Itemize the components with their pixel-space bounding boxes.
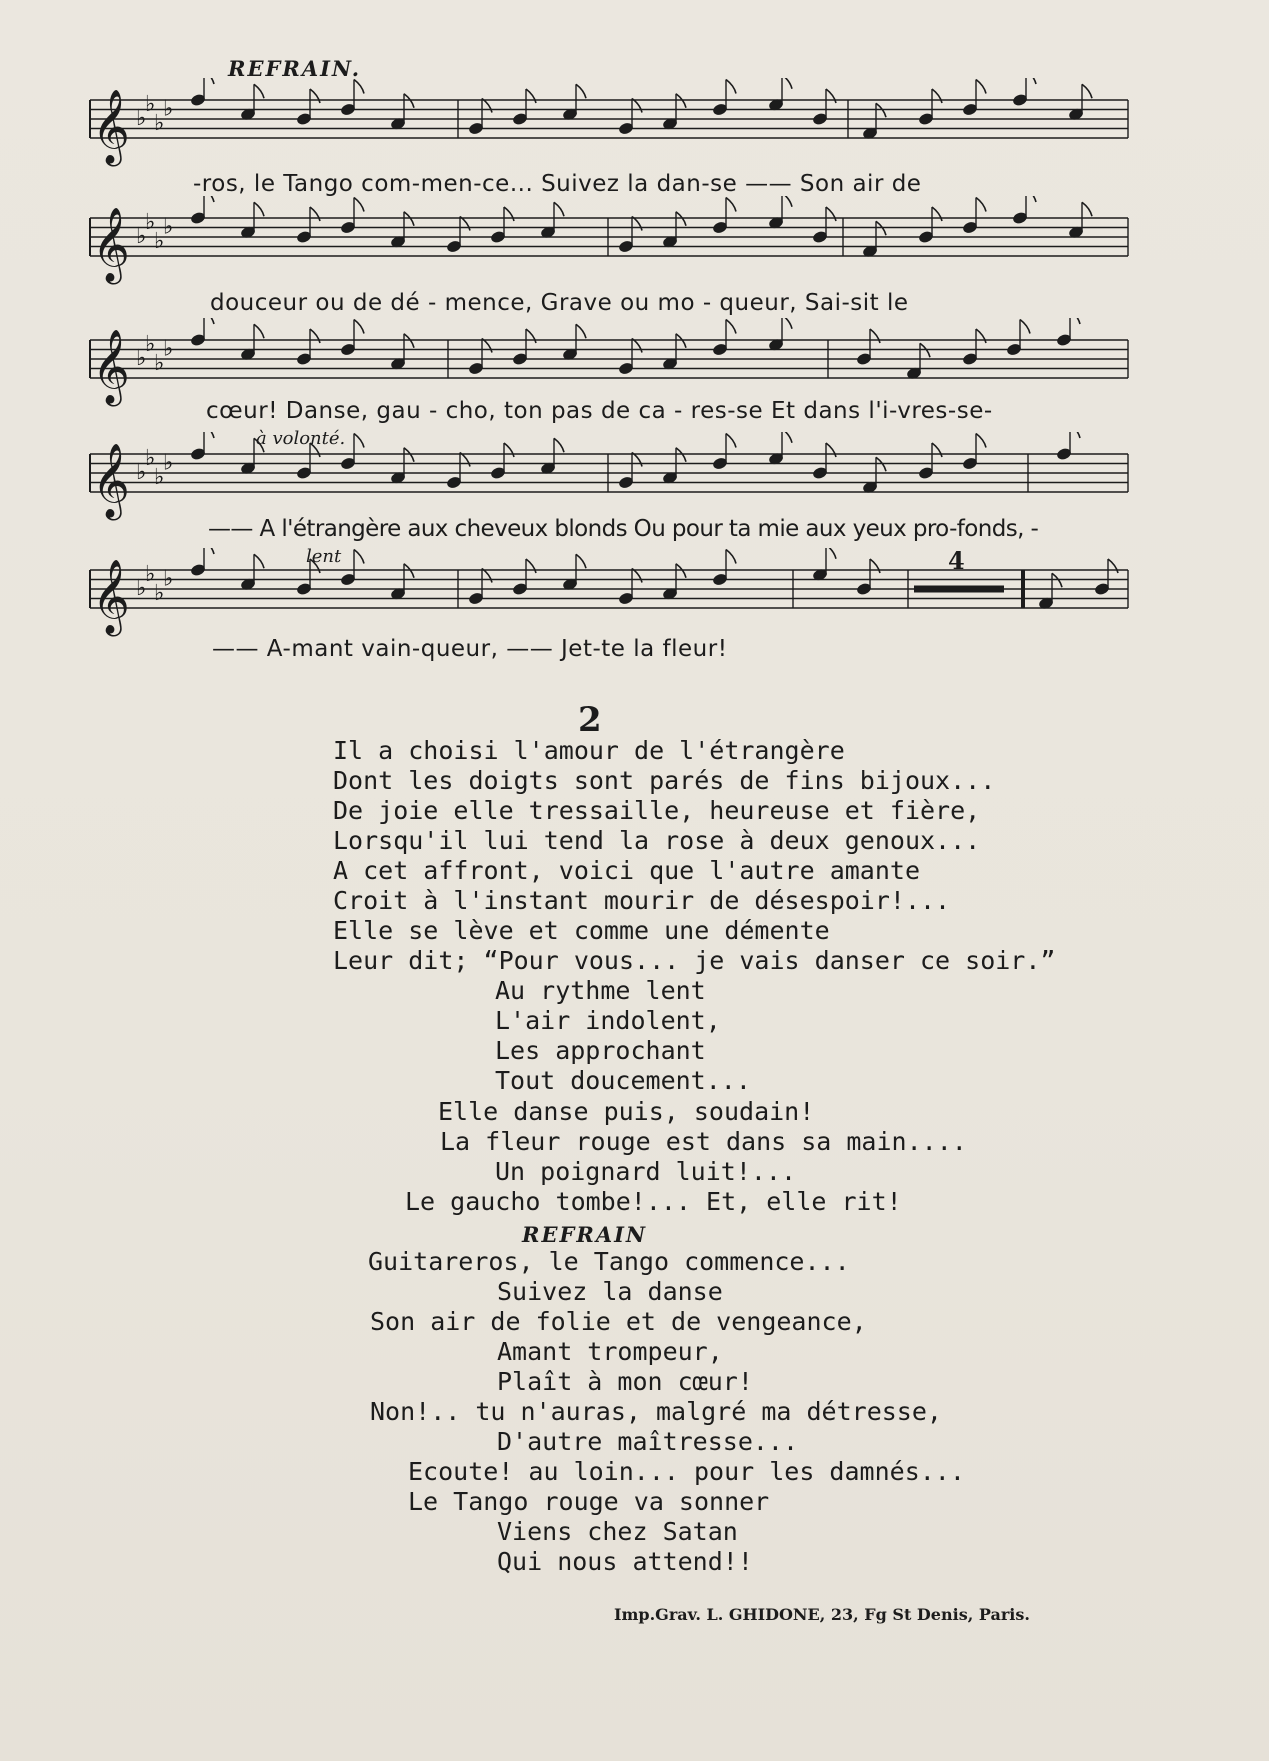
svg-text:♭: ♭ [154, 228, 165, 254]
svg-text:♭: ♭ [154, 350, 165, 376]
refrain-title: REFRAIN. [228, 56, 362, 81]
lyrics-line: —— A-mant vain-queur, —— Jet-te la fleur! [212, 636, 728, 662]
svg-text:♭: ♭ [154, 464, 165, 490]
svg-text:𝄞: 𝄞 [92, 560, 130, 634]
svg-text:♭: ♭ [145, 331, 156, 357]
tempo-marking: à volonté. [256, 428, 346, 449]
svg-text:♭: ♭ [136, 576, 147, 601]
staff-notation [88, 548, 1138, 698]
refrain-line: Amant trompeur, [497, 1337, 723, 1366]
verse-line: Leur dit; “Pour vous... je vais danser ce soir.” [333, 946, 1056, 975]
verse-line: Tout doucement... [495, 1066, 751, 1095]
svg-text:♭: ♭ [145, 445, 156, 471]
verse-line: Elle se lève et comme une démente [333, 916, 830, 945]
refrain-line: Guitareros, le Tango commence... [368, 1247, 850, 1276]
verse-line: Croit à l'instant mourir de désespoir!... [333, 886, 951, 915]
svg-text:♭: ♭ [163, 214, 174, 240]
verse-line: Au rythme lent [495, 976, 706, 1005]
svg-text:♭: ♭ [136, 460, 147, 485]
multi-measure-rest-count: 4 [948, 546, 965, 575]
svg-text:♭: ♭ [163, 566, 174, 592]
refrain-line: Son air de folie et de vengeance, [370, 1307, 867, 1336]
svg-text:♭: ♭ [163, 96, 174, 122]
verse-line: Un poignard luit!... [495, 1157, 797, 1186]
tempo-marking: lent [306, 546, 342, 567]
music-system-5 [88, 548, 1138, 698]
svg-text:𝄞: 𝄞 [92, 90, 130, 164]
svg-text:𝄞: 𝄞 [92, 208, 130, 282]
verse-line: Lorsqu'il lui tend la rose à deux genoux... [333, 826, 981, 855]
verse-line: Le gaucho tombe!... Et, elle rit! [405, 1187, 902, 1216]
lyrics-line: —— A l'étrangère aux cheveux blonds Ou pour ta mie aux yeux pro-fonds, - [208, 516, 1039, 542]
svg-text:♭: ♭ [136, 224, 147, 249]
refrain-line: Non!.. tu n'auras, malgré ma détresse, [370, 1397, 942, 1426]
refrain-line: Viens chez Satan [497, 1517, 738, 1546]
refrain-label: REFRAIN [522, 1222, 648, 1247]
refrain-line: Suivez la danse [497, 1277, 723, 1306]
svg-text:♭: ♭ [145, 91, 156, 117]
verse-line: La fleur rouge est dans sa main.... [440, 1127, 967, 1156]
refrain-line: Plaît à mon cœur! [497, 1367, 753, 1396]
svg-text:𝄞: 𝄞 [92, 444, 130, 518]
verse-line: L'air indolent, [495, 1006, 721, 1035]
lyrics-line: cœur! Danse, gau - cho, ton pas de ca - res-se Et dans l'i-vres-se- [206, 398, 993, 424]
printer-imprint: Imp.Grav. L. GHIDONE, 23, Fg St Denis, Paris. [614, 1605, 1030, 1624]
svg-text:♭: ♭ [163, 336, 174, 362]
refrain-line: Ecoute! au loin... pour les damnés... [408, 1457, 965, 1486]
svg-text:♭: ♭ [154, 580, 165, 606]
verse-line: Les approchant [495, 1036, 706, 1065]
lyrics-line: douceur ou de dé - mence, Grave ou mo - queur, Sai-sit le [210, 290, 909, 316]
svg-text:♭: ♭ [163, 450, 174, 476]
svg-text:♭: ♭ [136, 346, 147, 371]
svg-text:♭: ♭ [136, 106, 147, 131]
verse-line: De joie elle tressaille, heureuse et fière, [333, 796, 981, 825]
svg-text:♭: ♭ [145, 561, 156, 587]
verse-line: A cet affront, voici que l'autre amante [333, 856, 920, 885]
refrain-line: Le Tango rouge va sonner [408, 1487, 770, 1516]
refrain-line: D'autre maîtresse... [497, 1427, 799, 1456]
verse-line: Elle danse puis, soudain! [438, 1097, 815, 1126]
svg-text:♭: ♭ [154, 110, 165, 136]
lyrics-line: -ros, le Tango com-men-ce... Suivez la dan-se —— Son air de [193, 171, 922, 197]
verse-line: Dont les doigts sont parés de fins bijoux... [333, 766, 996, 795]
svg-text:𝄞: 𝄞 [92, 330, 130, 404]
refrain-line: Qui nous attend!! [497, 1547, 753, 1576]
verse-line: Il a choisi l'amour de l'étrangère [333, 736, 845, 765]
svg-text:♭: ♭ [145, 209, 156, 235]
verse-number: 2 [578, 700, 602, 740]
